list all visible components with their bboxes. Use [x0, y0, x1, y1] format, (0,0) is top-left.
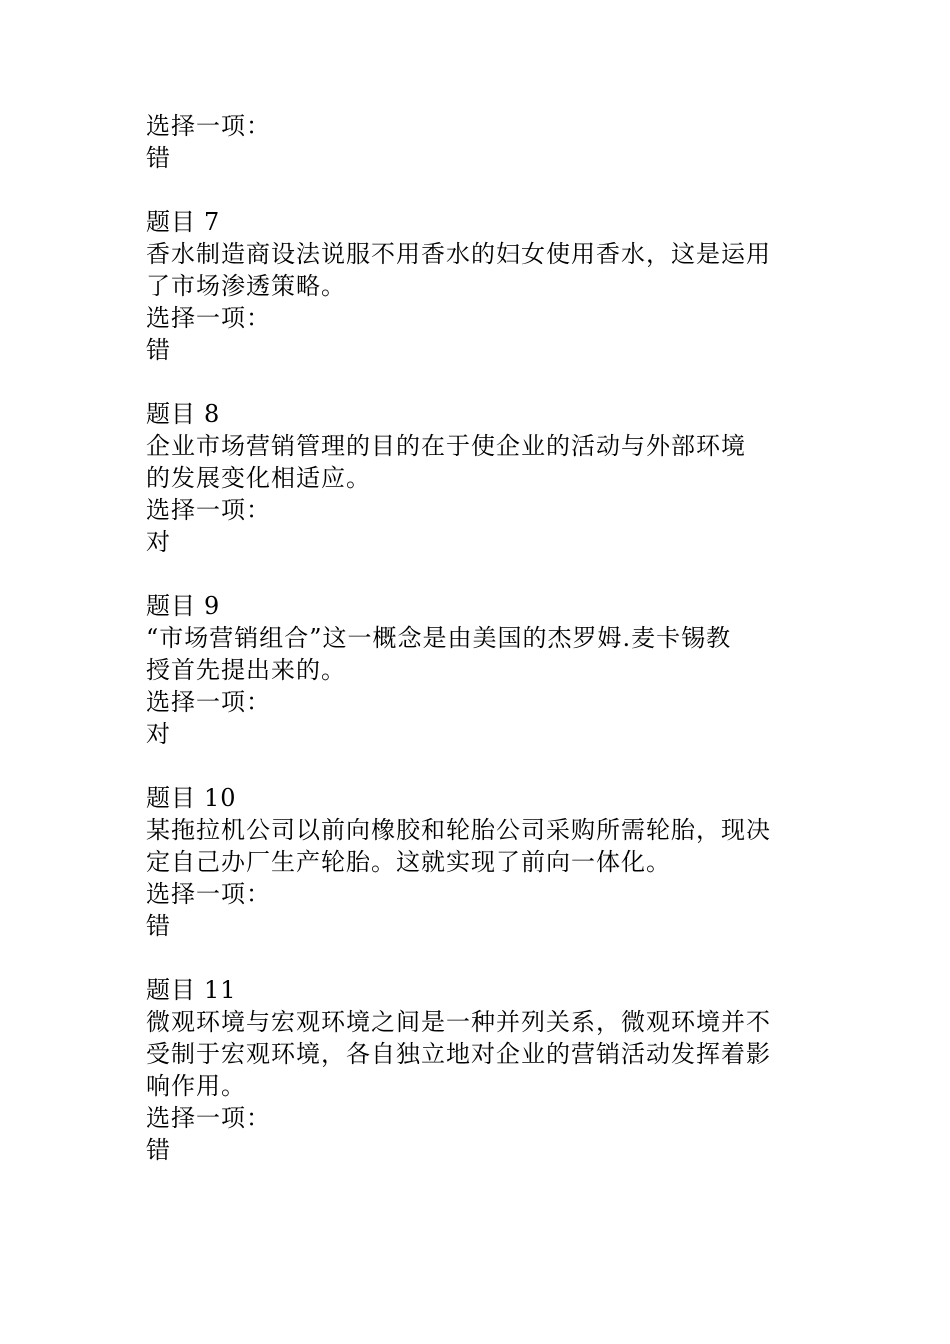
document-page	[146, 110, 786, 1166]
question-text-line: 香水制造商设法说服不用香水的妇女使用香水，这是运用	[146, 240, 771, 268]
question-label: 题目	[146, 976, 196, 1004]
question-title	[146, 590, 786, 622]
question-title	[146, 206, 786, 238]
answer-prompt: 选择一项：	[146, 880, 271, 908]
answer-value: 错	[146, 144, 171, 172]
question-text-line: 微观环境与宏观环境之间是一种并列关系，微观环境并不	[146, 1008, 771, 1036]
question-text-line: 某拖拉机公司以前向橡胶和轮胎公司采购所需轮胎，现决	[146, 816, 771, 844]
answer-prompt: 选择一项：	[146, 496, 271, 524]
answer-value: 对	[146, 720, 171, 748]
question-block	[146, 782, 786, 942]
question-title	[146, 398, 786, 430]
answer-value: 对	[146, 528, 171, 556]
question-text-line: 定自己办厂生产轮胎。这就实现了前向一体化。	[146, 848, 671, 876]
spacer	[146, 558, 786, 590]
question-number: 11	[204, 976, 237, 1004]
question-text-line: “市场营销组合”这一概念是由美国的杰罗姆.麦卡锡教	[146, 624, 732, 652]
spacer	[146, 174, 786, 206]
question-label: 题目	[146, 400, 196, 428]
answer-value: 错	[146, 912, 171, 940]
question-text-line: 企业市场营销管理的目的在于使企业的活动与外部环境	[146, 432, 746, 460]
question-number: 10	[204, 784, 237, 812]
question-block	[146, 398, 786, 558]
spacer	[146, 942, 786, 974]
answer-value: 错	[146, 1136, 171, 1164]
spacer	[146, 366, 786, 398]
question-text-line: 受制于宏观环境，各自独立地对企业的营销活动发挥着影	[146, 1040, 771, 1068]
question-number: 8	[204, 400, 221, 428]
question-block	[146, 206, 786, 366]
question-title	[146, 974, 786, 1006]
question-label: 题目	[146, 784, 196, 812]
answer-prompt: 选择一项：	[146, 1104, 271, 1132]
question-block	[146, 974, 786, 1166]
question-number: 9	[204, 592, 221, 620]
question-block	[146, 590, 786, 750]
answer-prompt: 选择一项：	[146, 112, 271, 140]
question-text-line: 的发展变化相适应。	[146, 464, 371, 492]
question-label: 题目	[146, 592, 196, 620]
question-label: 题目	[146, 208, 196, 236]
question-text-line: 响作用。	[146, 1072, 246, 1100]
question-title	[146, 782, 786, 814]
answer-value: 错	[146, 336, 171, 364]
answer-prompt: 选择一项：	[146, 304, 271, 332]
question-text-line: 授首先提出来的。	[146, 656, 346, 684]
spacer	[146, 750, 786, 782]
question-number: 7	[204, 208, 221, 236]
answer-prompt: 选择一项：	[146, 688, 271, 716]
question-text-line: 了市场渗透策略。	[146, 272, 346, 300]
